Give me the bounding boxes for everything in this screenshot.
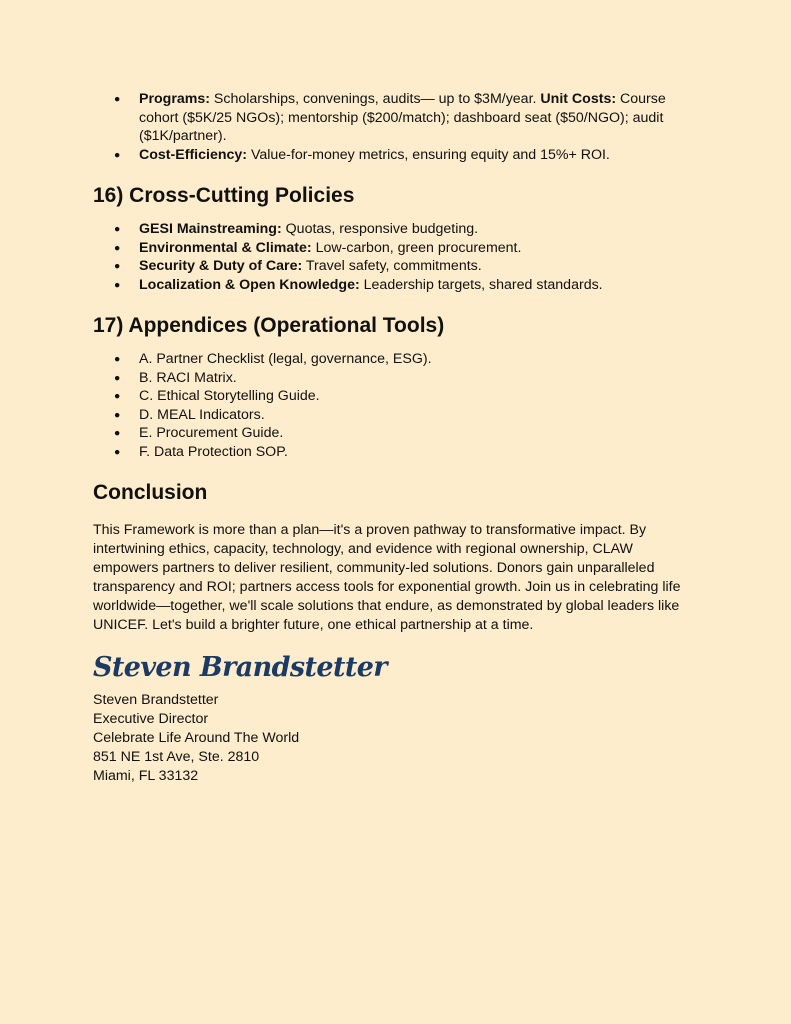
item-label: Unit Costs: (540, 91, 617, 107)
contact-name: Steven Brandstetter (93, 692, 219, 708)
list-item (93, 220, 693, 239)
item-text: Value-for-money metrics, ensuring equity and 15%+ ROI. (247, 146, 610, 163)
list-item: ● E. Procurement Guide. (93, 424, 693, 443)
contact-address-line1: 851 NE 1st Ave, Ste. 2810 (93, 749, 260, 765)
item-label: GESI Mainstreaming: (139, 221, 282, 237)
signature-graphic (93, 647, 387, 687)
handwritten-signature (93, 647, 693, 687)
contact-address-line2: Miami, FL 33132 (93, 768, 199, 784)
item-label: Environmental & Climate: (139, 239, 312, 256)
item-text: Leadership targets, shared standards. (359, 276, 603, 293)
item-text: Course cohort ($5K/25 NGOs); mentorship ($200/match); dashboard seat ($50/NGO); audit ($1K/partner). (139, 91, 666, 144)
list-item (93, 239, 693, 258)
item-text: Quotas, responsive budgeting. (281, 221, 479, 237)
conclusion-paragraph: This Framework is more than a plan—it's a proven pathway to transformative impact. By intertwining ethics, capacity, technology, and evidence with regional ownership, CLAW empowers partners to deliver resilient, community-led solutions. Donors gain unparalleled transparency and ROI; partners access tools for exponential growth. Join us in celebrating life worldwide—together, we'll scale solutions that endure, as demonstrated by global leaders like UNICEF. Let's build a brighter future, one ethical partnership at a time. (93, 522, 681, 633)
list-item (93, 276, 693, 295)
item-text: Low-carbon, green procurement. (311, 239, 522, 256)
item-text: Scholarships, convenings, audits— up to $3M/year. (209, 91, 541, 107)
document-page (93, 90, 693, 786)
appendices-list (93, 350, 693, 461)
list-item: ● F. Data Protection SOP. (93, 443, 693, 462)
conclusion-heading: Conclusion (93, 481, 208, 504)
list-item: ● D. MEAL Indicators. (93, 406, 693, 425)
item-label: Localization & Open Knowledge: (139, 276, 360, 293)
list-item (93, 90, 693, 146)
top-bullet-list (93, 90, 693, 164)
signature-script: Steven Brandstetter (93, 652, 387, 683)
list-item (93, 146, 693, 165)
list-item: ● B. RACI Matrix. (93, 369, 693, 388)
contact-title: Executive Director (93, 711, 209, 727)
item-label: Cost-Efficiency: (139, 146, 247, 163)
section-heading: 16) Cross-Cutting Policies (93, 184, 355, 207)
item-label: Programs: (139, 91, 210, 107)
section-heading: 17) Appendices (Operational Tools) (93, 314, 445, 337)
policies-list (93, 220, 693, 294)
list-item: ● A. Partner Checklist (legal, governance, ESG). (93, 350, 693, 369)
contact-block (93, 691, 693, 786)
list-item (93, 257, 693, 276)
item-label: Security & Duty of Care: (139, 258, 303, 274)
item-text: Travel safety, commitments. (302, 258, 482, 274)
list-item: ● C. Ethical Storytelling Guide. (93, 387, 693, 406)
contact-organization: Celebrate Life Around The World (93, 730, 300, 746)
